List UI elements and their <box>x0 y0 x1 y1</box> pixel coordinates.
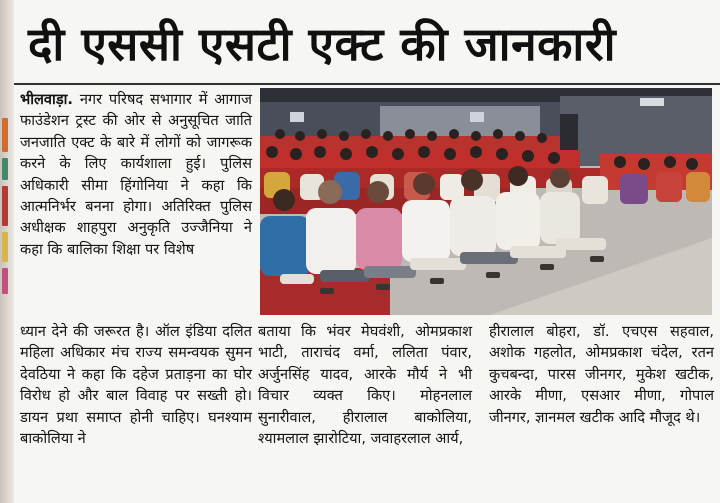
edge-mark <box>2 232 8 262</box>
body-text: नगर परिषद सभागार में आगाज फाउंडेशन ट्रस्ट की ओर से अनुसूचित जाति जनजाति एक्ट के बारे में लोगों को जागरूक करने के लिए कार्यशाला हुई। पुलिस अधिकारी सीमा हिंगोनिया ने कहा कि आत्मनिर्भर बनना होगा। अतिरिक्त पुलिस अधीक्षक शाहपुरा अनुकृति उज्जैनिया ने कहा कि बालिका शिक्षा पर विशेष <box>20 91 252 258</box>
article-column-2: बताया कि भंवर मेघवंशी, ओमप्रकाश भाटी, ताराचंद वर्मा, ललिता पंवार, अर्जुनसिंह यादव, आरके मौर्य ने भी विचार व्यक्त किए। मोहनलाल सुनारीवाल, हीरालाल बाकोलिया, श्यामलाल झारोटिया, जवाहरलाल आर्य, <box>258 323 472 448</box>
edge-mark <box>2 118 8 152</box>
dateline: भीलवाड़ा. <box>20 91 73 108</box>
headline-rule <box>14 83 720 85</box>
article-intro <box>20 89 252 260</box>
article-column-1: ध्यान देने की जरूरत है। ऑल इंडिया दलित महिला अधिकार मंच राज्य समन्वयक सुमन देवठिया ने कहा कि दहेज प्रताड़ना का घोर विरोध हो और बाल विवाह पर सख्ती हो। डायन प्रथा समाप्त होनी चाहिए। घनश्याम बाकोलिया ने <box>20 323 252 448</box>
audience-photo <box>260 88 712 315</box>
audience-photo-svg <box>260 88 712 315</box>
edge-mark <box>2 268 8 294</box>
page-edge <box>0 0 14 503</box>
article-column-3: हीरालाल बोहरा, डॉ. एचएस सहवाल, अशोक गहलोत, ओमप्रकाश चंदेल, रतन कुचबन्दा, पारस जीनगर, मुकेश खटीक, आरके मीणा, एसआर मीणा, गोपाल जीनगर, ज्ञानमल खटीक आदि मौजूद थे। <box>489 323 714 426</box>
edge-mark <box>2 158 8 180</box>
edge-mark <box>2 186 8 226</box>
headline: दी एससी एसटी एक्ट की जानकारी <box>28 17 617 71</box>
